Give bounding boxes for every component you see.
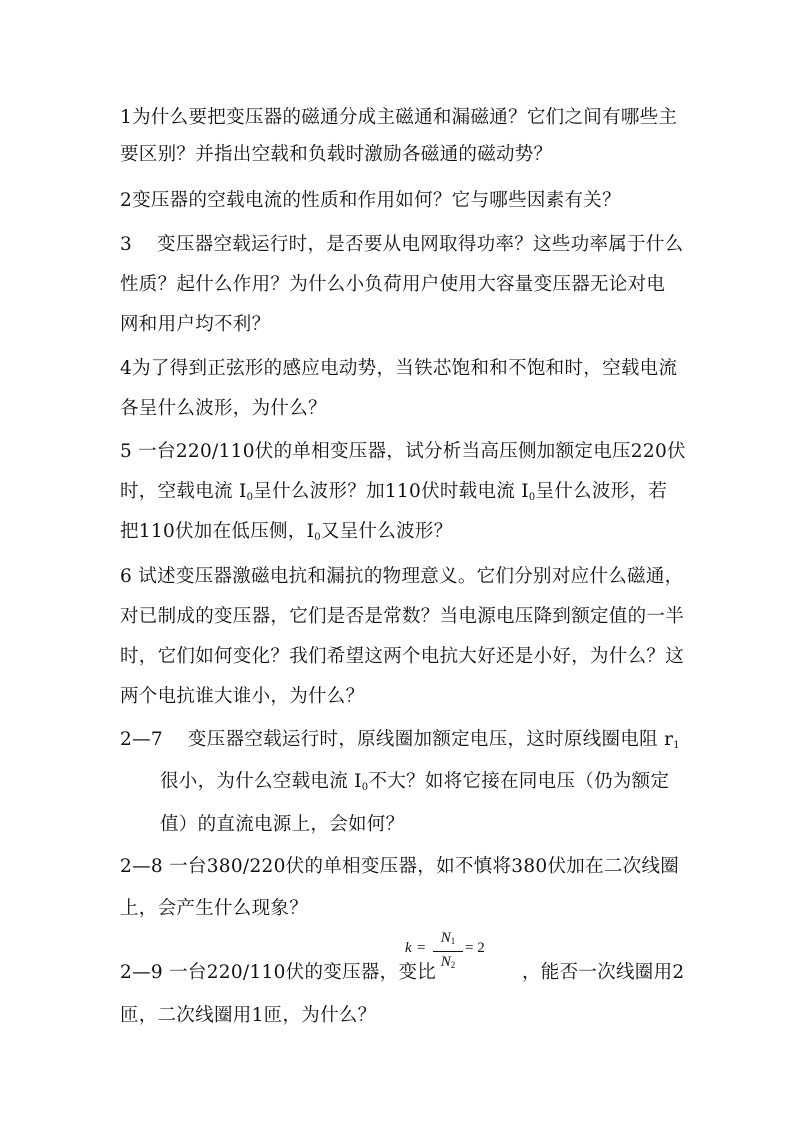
formula-result: = 2: [465, 940, 485, 956]
formula-equals: =: [417, 940, 426, 956]
q1-line-1: 1为什么要把变压器的磁通分成主磁通和漏磁通？它们之间有哪些主: [120, 107, 678, 128]
q5-text: 时，空载电流 I: [120, 481, 247, 502]
q2-8-line-2: 上，会产生什么现象？: [120, 898, 309, 919]
q2-7-text: 很小，为什么空载电流 I: [160, 771, 362, 792]
q2-7-line-1: [120, 728, 680, 758]
numerator-subscript: 1: [450, 936, 456, 946]
q1-line-2: 要区别？并指出空载和负载时激励各磁通的磁动势？: [120, 144, 553, 165]
formula-denominator: [433, 954, 463, 973]
formula-fraction: [433, 930, 463, 973]
q2-9-line-2: 匝，二次线圈用1匝，为什么？: [120, 1005, 377, 1026]
q6-line-4: 两个电抗谁大谁小，为什么？: [120, 686, 365, 707]
q2-7-line-2: [160, 770, 676, 800]
q4-line-2: 各呈什么波形，为什么？: [120, 398, 327, 419]
q6-line-3: 时，它们如何变化？我们希望这两个电抗大好还是小好，为什么？这: [120, 646, 685, 667]
subscript: 0: [246, 492, 254, 503]
q5-text: 把110伏加在低压侧，I: [120, 521, 315, 542]
q2-7-text: 2—7 变压器空载运行时，原线圈加额定电压，这时原线圈电阻 r: [120, 729, 674, 750]
q5-text: 呈什么波形，若: [535, 481, 668, 502]
q2-line-1: 2变压器的空载电流的性质和作用如何？它与哪些因素有关？: [120, 190, 621, 211]
q2-7-line-3: 值）的直流电源上，会如何？: [160, 814, 405, 835]
q3-line-2: 性质？起什么作用？为什么小负荷用户使用大容量变压器无论对电: [120, 274, 666, 295]
subscript: 0: [314, 532, 321, 543]
formula-k: k: [405, 940, 412, 956]
q5-text: 呈什么波形？加110伏时载电流 I: [253, 481, 529, 502]
q6-line-2: 对已制成的变压器，它们是否是常数？当电源电压降到额定值的一半: [120, 606, 685, 627]
subscript: 0: [528, 492, 536, 503]
q6-line-1: 6 试述变压器激磁电抗和漏抗的物理意义。它们分别对应什么磁通，: [120, 566, 684, 587]
q5-text: 又呈什么波形？: [320, 521, 453, 542]
denominator-symbol: N: [440, 954, 451, 970]
q3-line-3: 网和用户均不利？: [120, 314, 271, 335]
q2-8-line-1: 2—8 一台380/220伏的单相变压器，如不慎将380伏加在二次线圈: [120, 856, 680, 877]
ratio-formula: [405, 930, 515, 986]
subscript: 1: [673, 740, 680, 751]
fraction-bar: [433, 951, 463, 952]
numerator-symbol: N: [440, 930, 451, 946]
subscript: 0: [361, 782, 369, 793]
q5-line-2: [120, 480, 676, 510]
q3-line-1: 3 变压器空载运行时，是否要从电网取得功率？这些功率属于什么: [120, 234, 684, 255]
q5-line-3: [120, 520, 676, 550]
q2-9-line-1b: ，能否一次线圈用2: [522, 962, 685, 983]
formula-numerator: [433, 930, 463, 949]
q5-line-1: 5 一台220/110伏的单相变压器，试分析当高压侧加额定电压220伏: [120, 441, 686, 462]
q4-line-1: 4为了得到正弦形的感应电动势，当铁芯饱和和不饱和时，空载电流: [120, 358, 678, 379]
q2-7-text: 不大？如将它接在同电压（仍为额定: [368, 771, 670, 792]
denominator-subscript: 2: [450, 960, 456, 970]
q2-9-line-1a: 2—9 一台220/110伏的变压器，变比: [120, 962, 437, 983]
